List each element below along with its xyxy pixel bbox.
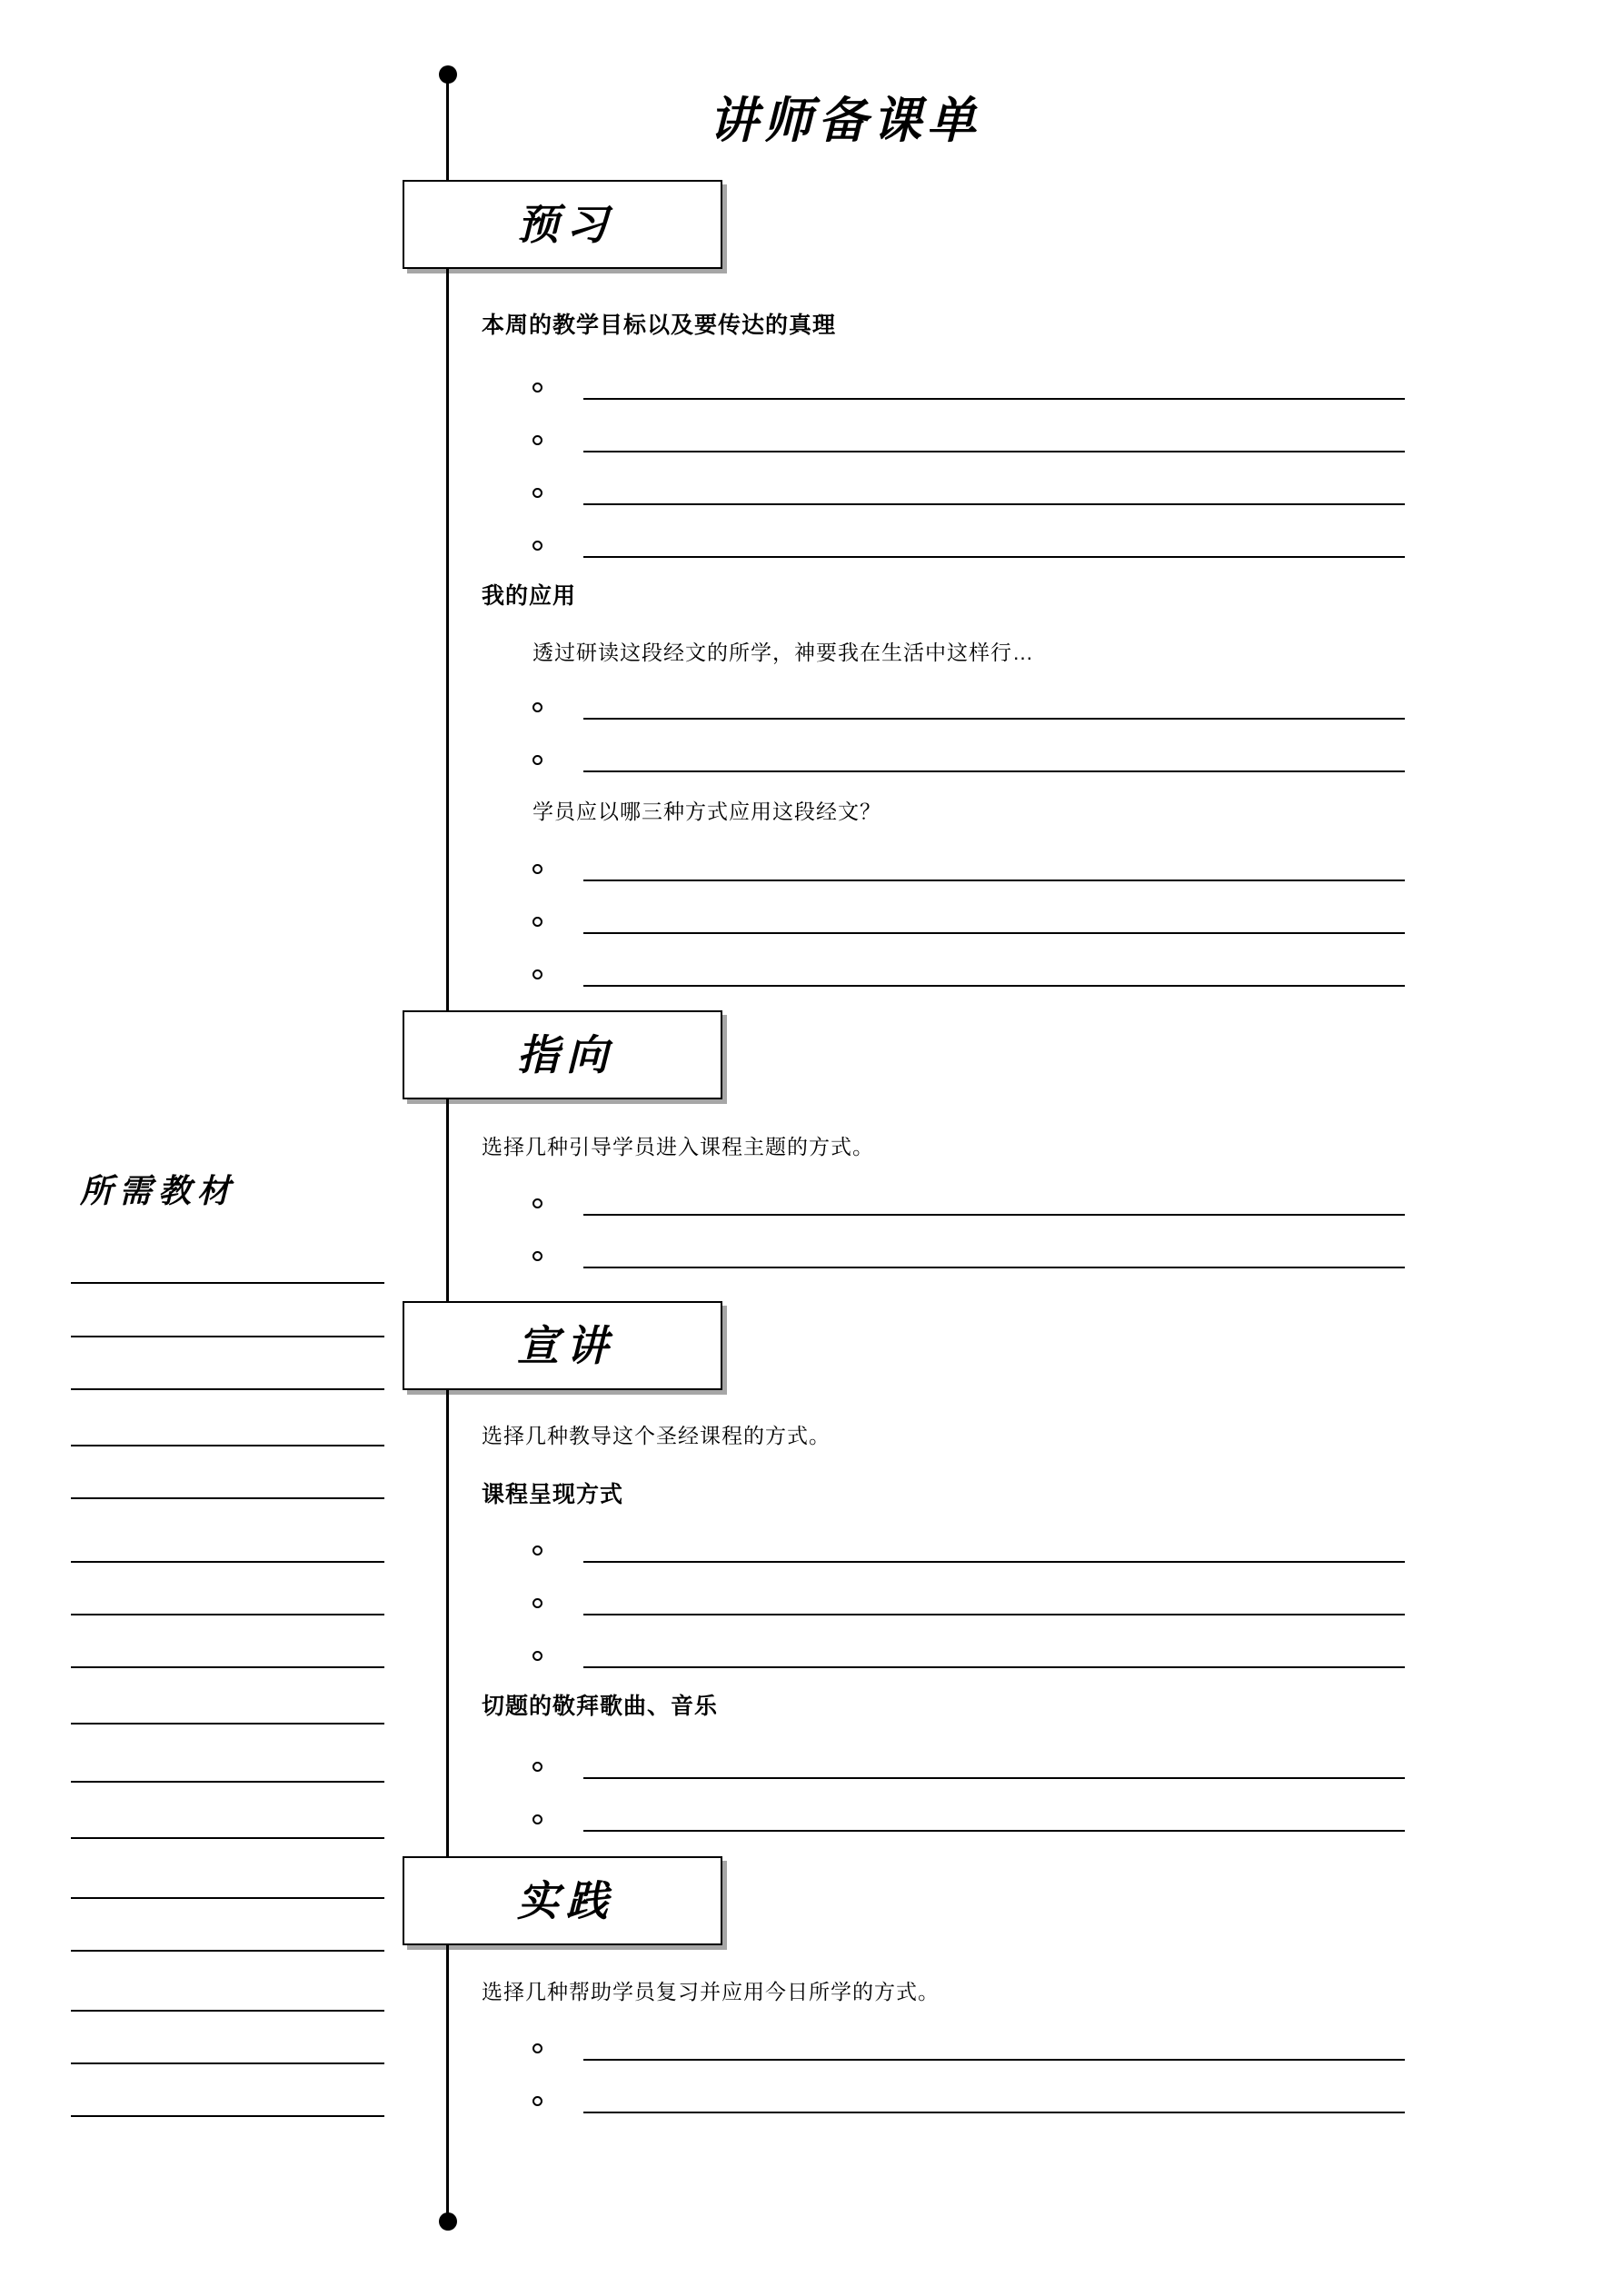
section-tab-direction-label: 指向	[517, 1030, 615, 1079]
bullet-icon	[532, 1762, 542, 1772]
bullet-icon	[532, 864, 542, 874]
direction-line-2[interactable]	[532, 1241, 1405, 1272]
preview-goal-line-1[interactable]	[532, 373, 1405, 403]
materials-line[interactable]	[71, 1837, 384, 1839]
materials-line[interactable]	[71, 1614, 384, 1615]
preview-application-line-1[interactable]	[532, 692, 1405, 723]
section-tab-practice	[403, 1856, 722, 1945]
write-line	[583, 1777, 1405, 1779]
preview-goal-line-2[interactable]	[532, 425, 1405, 456]
materials-line[interactable]	[71, 1388, 384, 1390]
materials-line[interactable]	[71, 1723, 384, 1724]
preview-goal-line-3[interactable]	[532, 478, 1405, 509]
direction-prompt: 选择几种引导学员进入课程主题的方式。	[482, 1135, 874, 1158]
write-line	[583, 718, 1405, 720]
bullet-icon	[532, 702, 542, 712]
materials-line[interactable]	[71, 1950, 384, 1952]
materials-line[interactable]	[71, 1561, 384, 1563]
section-tab-proclaim-label: 宣讲	[517, 1321, 615, 1370]
write-line	[583, 932, 1405, 934]
preview-goal-heading: 本周的教学目标以及要传达的真理	[482, 313, 837, 338]
write-line	[583, 1267, 1405, 1268]
section-tab-proclaim	[403, 1301, 722, 1390]
write-line	[583, 1666, 1405, 1668]
proclaim-presentation-heading: 课程呈现方式	[482, 1482, 624, 1507]
preview-three-ways-line-1[interactable]	[532, 854, 1405, 885]
write-line	[583, 398, 1405, 400]
bullet-icon	[532, 1198, 542, 1208]
write-line	[583, 2112, 1405, 2113]
write-line	[583, 880, 1405, 881]
bullet-icon	[532, 917, 542, 927]
materials-line[interactable]	[71, 1336, 384, 1337]
materials-line[interactable]	[71, 1781, 384, 1783]
page-title: 讲师备课单	[709, 91, 981, 149]
preview-application-line-2[interactable]	[532, 745, 1405, 776]
proclaim-music-line-2[interactable]	[532, 1804, 1405, 1835]
materials-line[interactable]	[71, 1897, 384, 1899]
timeline-dot-top	[439, 65, 457, 84]
section-tab-preview-label: 预习	[517, 200, 615, 249]
write-line	[583, 556, 1405, 558]
practice-line-1[interactable]	[532, 2033, 1405, 2064]
preview-application-prompt: 透过研读这段经文的所学，神要我在生活中这样行…	[532, 641, 1034, 664]
write-line	[583, 985, 1405, 987]
bullet-icon	[532, 1651, 542, 1661]
write-line	[583, 2059, 1405, 2061]
bullet-icon	[532, 1598, 542, 1608]
preview-application-heading: 我的应用	[482, 583, 577, 609]
write-line	[583, 1561, 1405, 1563]
materials-line[interactable]	[71, 2115, 384, 2117]
section-tab-practice-label: 实践	[517, 1876, 615, 1925]
write-line	[583, 451, 1405, 452]
timeline-dot-bottom	[439, 2212, 457, 2231]
materials-line[interactable]	[71, 2062, 384, 2064]
practice-prompt: 选择几种帮助学员复习并应用今日所学的方式。	[482, 1980, 940, 2003]
bullet-icon	[532, 383, 542, 393]
write-line	[583, 503, 1405, 505]
write-line	[583, 1830, 1405, 1832]
materials-line[interactable]	[71, 1666, 384, 1668]
preview-three-ways-line-2[interactable]	[532, 907, 1405, 938]
preview-three-ways-prompt: 学员应以哪三种方式应用这段经文？	[532, 800, 881, 823]
proclaim-presentation-line-3[interactable]	[532, 1641, 1405, 1672]
bullet-icon	[532, 969, 542, 979]
bullet-icon	[532, 2043, 542, 2053]
bullet-icon	[532, 2096, 542, 2106]
write-line	[583, 770, 1405, 772]
materials-title: 所需教材	[80, 1172, 237, 1210]
proclaim-prompt: 选择几种教导这个圣经课程的方式。	[482, 1424, 831, 1447]
bullet-icon	[532, 435, 542, 445]
materials-line[interactable]	[71, 2010, 384, 2012]
materials-line[interactable]	[71, 1497, 384, 1499]
materials-line[interactable]	[71, 1445, 384, 1446]
preview-goal-line-4[interactable]	[532, 531, 1405, 562]
bullet-icon	[532, 541, 542, 551]
bullet-icon	[532, 488, 542, 498]
bullet-icon	[532, 1546, 542, 1556]
write-line	[583, 1614, 1405, 1615]
materials-line[interactable]	[71, 1282, 384, 1284]
direction-line-1[interactable]	[532, 1188, 1405, 1219]
proclaim-presentation-line-2[interactable]	[532, 1588, 1405, 1619]
bullet-icon	[532, 755, 542, 765]
proclaim-presentation-line-1[interactable]	[532, 1536, 1405, 1566]
preview-three-ways-line-3[interactable]	[532, 959, 1405, 990]
section-tab-preview	[403, 180, 722, 269]
write-line	[583, 1214, 1405, 1216]
bullet-icon	[532, 1814, 542, 1824]
practice-line-2[interactable]	[532, 2086, 1405, 2117]
section-tab-direction	[403, 1010, 722, 1099]
proclaim-music-line-1[interactable]	[532, 1752, 1405, 1783]
bullet-icon	[532, 1251, 542, 1261]
proclaim-music-heading: 切题的敬拜歌曲、音乐	[482, 1694, 719, 1719]
